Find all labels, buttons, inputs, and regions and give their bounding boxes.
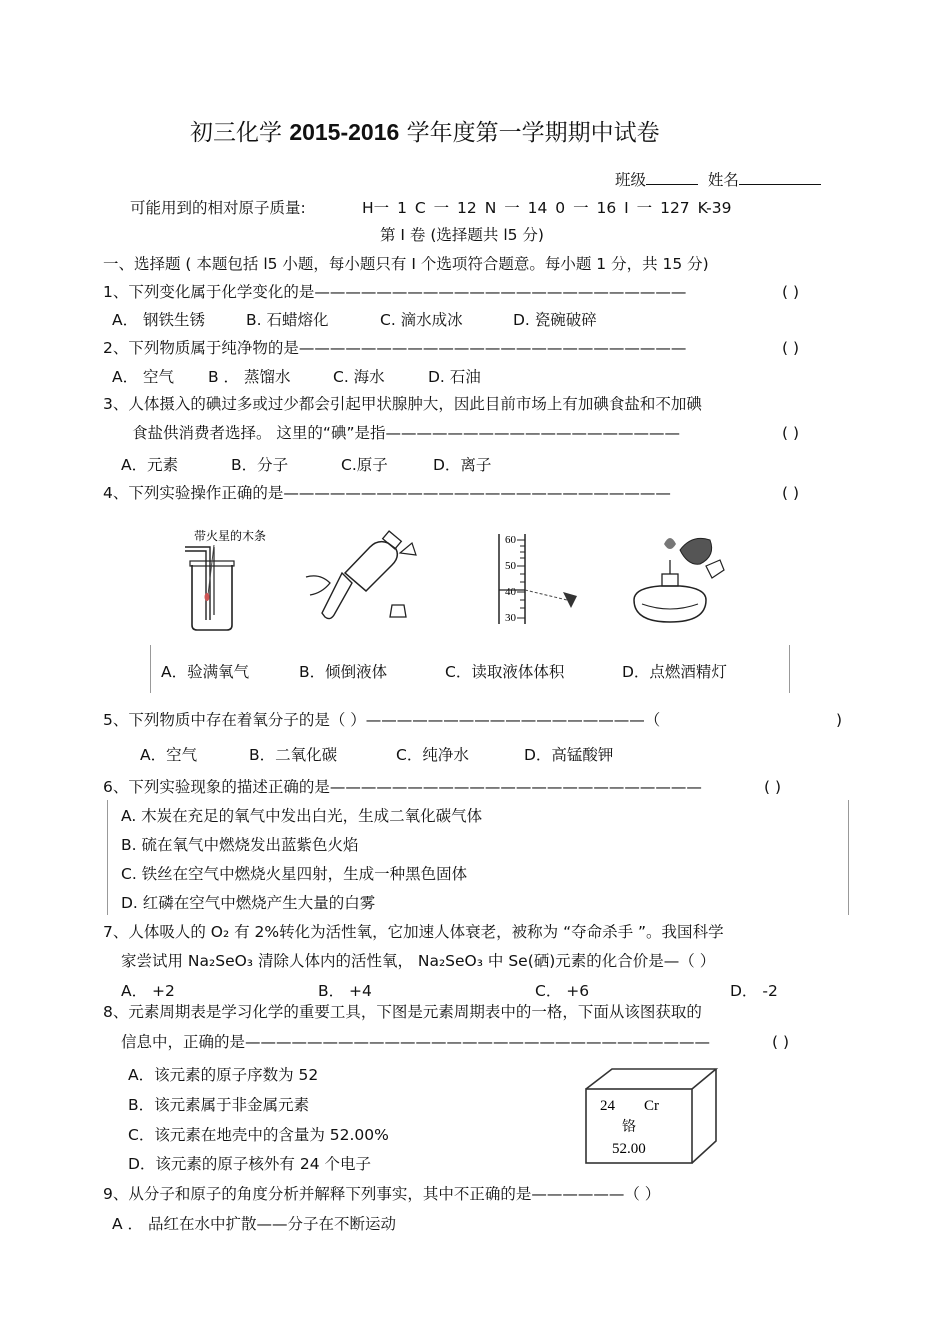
page-title [190,121,660,145]
q6-option-a[interactable]: A. 木炭在充足的氧气中发出白光，生成二氧化碳气体 [121,807,483,825]
q4-options-border-right [789,645,790,693]
q3-stem-line2: 食盐供消费者选择。 这里的“碘”是指——————————————————— [132,424,680,442]
q2-option-a[interactable]: A． 空气 [112,368,175,386]
q4-tick-50: 50 [505,560,516,572]
q8-option-c[interactable]: C．该元素在地壳中的含量为 52.00% [128,1126,389,1144]
q3-stem-line1: 3、人体摄入的碘过多或过少都会引起甲状腺肿大，因此目前市场上有加碘食盐和不加碘 [103,395,702,413]
q4-figure-graduated-cylinder [495,530,605,630]
q6-option-d[interactable]: D. 红磷在空气中燃烧产生大量的白雾 [121,894,376,912]
atomic-mass-label: 可能用到的相对原子质量: [130,199,306,217]
q4-figure-alcohol-lamp [630,530,730,630]
q4-tick-40: 40 [505,586,516,598]
q3-option-a[interactable]: A．元素 [121,456,179,474]
q8-cell-number: 24 [600,1098,615,1114]
q6-option-b[interactable]: B. 硫在氧气中燃烧发出蓝紫色火焰 [121,836,359,854]
q5-option-a[interactable]: A．空气 [140,746,198,764]
class-blank[interactable] [646,170,698,185]
q2-stem: 2、下列物质属于纯净物的是————————————————————————— [103,339,687,357]
title-year: 2015-2016 [289,119,400,145]
q5-option-b[interactable]: B．二氧化碳 [249,746,338,764]
q4-option-b[interactable]: B．倾倒液体 [299,663,388,681]
q2-option-c[interactable]: C. 海水 [333,368,385,386]
q4-stem: 4、下列实验操作正确的是————————————————————————— [103,484,671,502]
class-name-line [615,170,821,189]
q3-answer-bracket[interactable]: ( ) [782,424,800,442]
q5-option-c[interactable]: C．纯净水 [396,746,469,764]
name-blank[interactable] [739,170,821,185]
q4-figure-pouring-liquid [300,525,420,635]
atomic-mass-values: H一 1 C 一 12 N 一 14 0 一 16 I 一 127 K-39 [362,199,732,217]
q7-option-c[interactable]: C． +6 [535,982,590,1000]
title-post: 学年度第一学期期中试卷 [406,120,660,146]
q7-stem-line2: 家尝试用 Na₂SeO₃ 清除人体内的活性氧， Na₂SeO₃ 中 Se(硒)元素的化合价是—（ ） [121,952,716,970]
q3-option-c[interactable]: C.原子 [341,456,388,474]
q4-fig-label: 带火星的木条 [194,529,267,543]
q6-options-border-right [848,800,849,915]
q8-cell-symbol: Cr [644,1098,659,1114]
q8-option-b[interactable]: B．该元素属于非金属元素 [128,1096,310,1114]
q3-option-b[interactable]: B．分子 [231,456,289,474]
section-heading: 一、选择题 ( 本题包括 l5 小题，每小题只有 I 个选项符合题意。每小题 1 分，共 15 分) [103,255,709,273]
q4-tick-60: 60 [505,534,516,546]
q4-options-border-left [150,645,151,693]
q5-stem: 5、下列物质中存在着氧分子的是（ ）——————————————————（ [103,711,661,729]
q7-option-a[interactable]: A． +2 [121,982,175,1000]
q4-tick-30: 30 [505,612,516,624]
q5-option-d[interactable]: D．高锰酸钾 [524,746,614,764]
volume-heading: 第 I 卷 (选择题共 l5 分) [380,226,544,244]
q5-bracket-close[interactable]: ) [836,711,843,729]
q1-answer-bracket[interactable]: ( ) [782,283,800,301]
q1-option-c[interactable]: C. 滴水成冰 [380,311,463,329]
name-label: 姓名 [707,171,739,189]
q9-option-a[interactable]: A ． 品红在水中扩散——分子在不断运动 [112,1215,396,1233]
q4-option-a[interactable]: A．验满氧气 [161,663,250,681]
q3-option-d[interactable]: D．离子 [433,456,492,474]
q8-option-a[interactable]: A．该元素的原子序数为 52 [128,1066,319,1084]
q1-stem: 1、下列变化属于化学变化的是———————————————————————— [103,283,687,301]
q7-option-b[interactable]: B． +4 [318,982,372,1000]
q8-stem-line2: 信息中，正确的是—————————————————————————————— [121,1033,711,1051]
q1-option-d[interactable]: D. 瓷碗破碎 [513,311,597,329]
q7-stem-line1: 7、人体吸人的 O₂ 有 2%转化为活性氧，它加速人体衰老，被称为 “夺命杀手 ”。我国科学 [103,923,724,941]
q4-figure-oxygen-test [180,525,290,635]
q4-option-d[interactable]: D．点燃酒精灯 [622,663,727,681]
class-label: 班级 [615,171,647,189]
title-pre: 初三化学 [190,120,282,146]
q2-answer-bracket[interactable]: ( ) [782,339,800,357]
q6-answer-bracket[interactable]: ( ) [764,778,782,796]
q8-option-d[interactable]: D．该元素的原子核外有 24 个电子 [128,1155,372,1173]
q8-periodic-cell [582,1065,720,1167]
q4-option-c[interactable]: C．读取液体体积 [445,663,565,681]
q8-answer-bracket[interactable]: ( ) [772,1033,790,1051]
q6-stem: 6、下列实验现象的描述正确的是———————————————————————— [103,778,702,796]
q8-stem-line1: 8、元素周期表是学习化学的重要工具，下图是元素周期表中的一格，下面从该图获取的 [103,1003,702,1021]
q1-option-a[interactable]: A． 钢铁生锈 [112,311,206,329]
q6-option-c[interactable]: C. 铁丝在空气中燃烧火星四射，生成一种黑色固体 [121,865,468,883]
q1-option-b[interactable]: B. 石蜡熔化 [246,311,329,329]
q4-answer-bracket[interactable]: ( ) [782,484,800,502]
q6-options-border-left [107,800,108,915]
q8-cell-mass: 52.00 [612,1141,646,1157]
q2-option-b[interactable]: B ． 蒸馏水 [208,368,291,386]
q7-option-d[interactable]: D． -2 [730,982,778,1000]
q9-stem: 9、从分子和原子的角度分析并解释下列事实，其中不正确的是——————（ ） [103,1185,661,1203]
q8-cell-name: 铬 [622,1120,636,1135]
q2-option-d[interactable]: D. 石油 [428,368,481,386]
